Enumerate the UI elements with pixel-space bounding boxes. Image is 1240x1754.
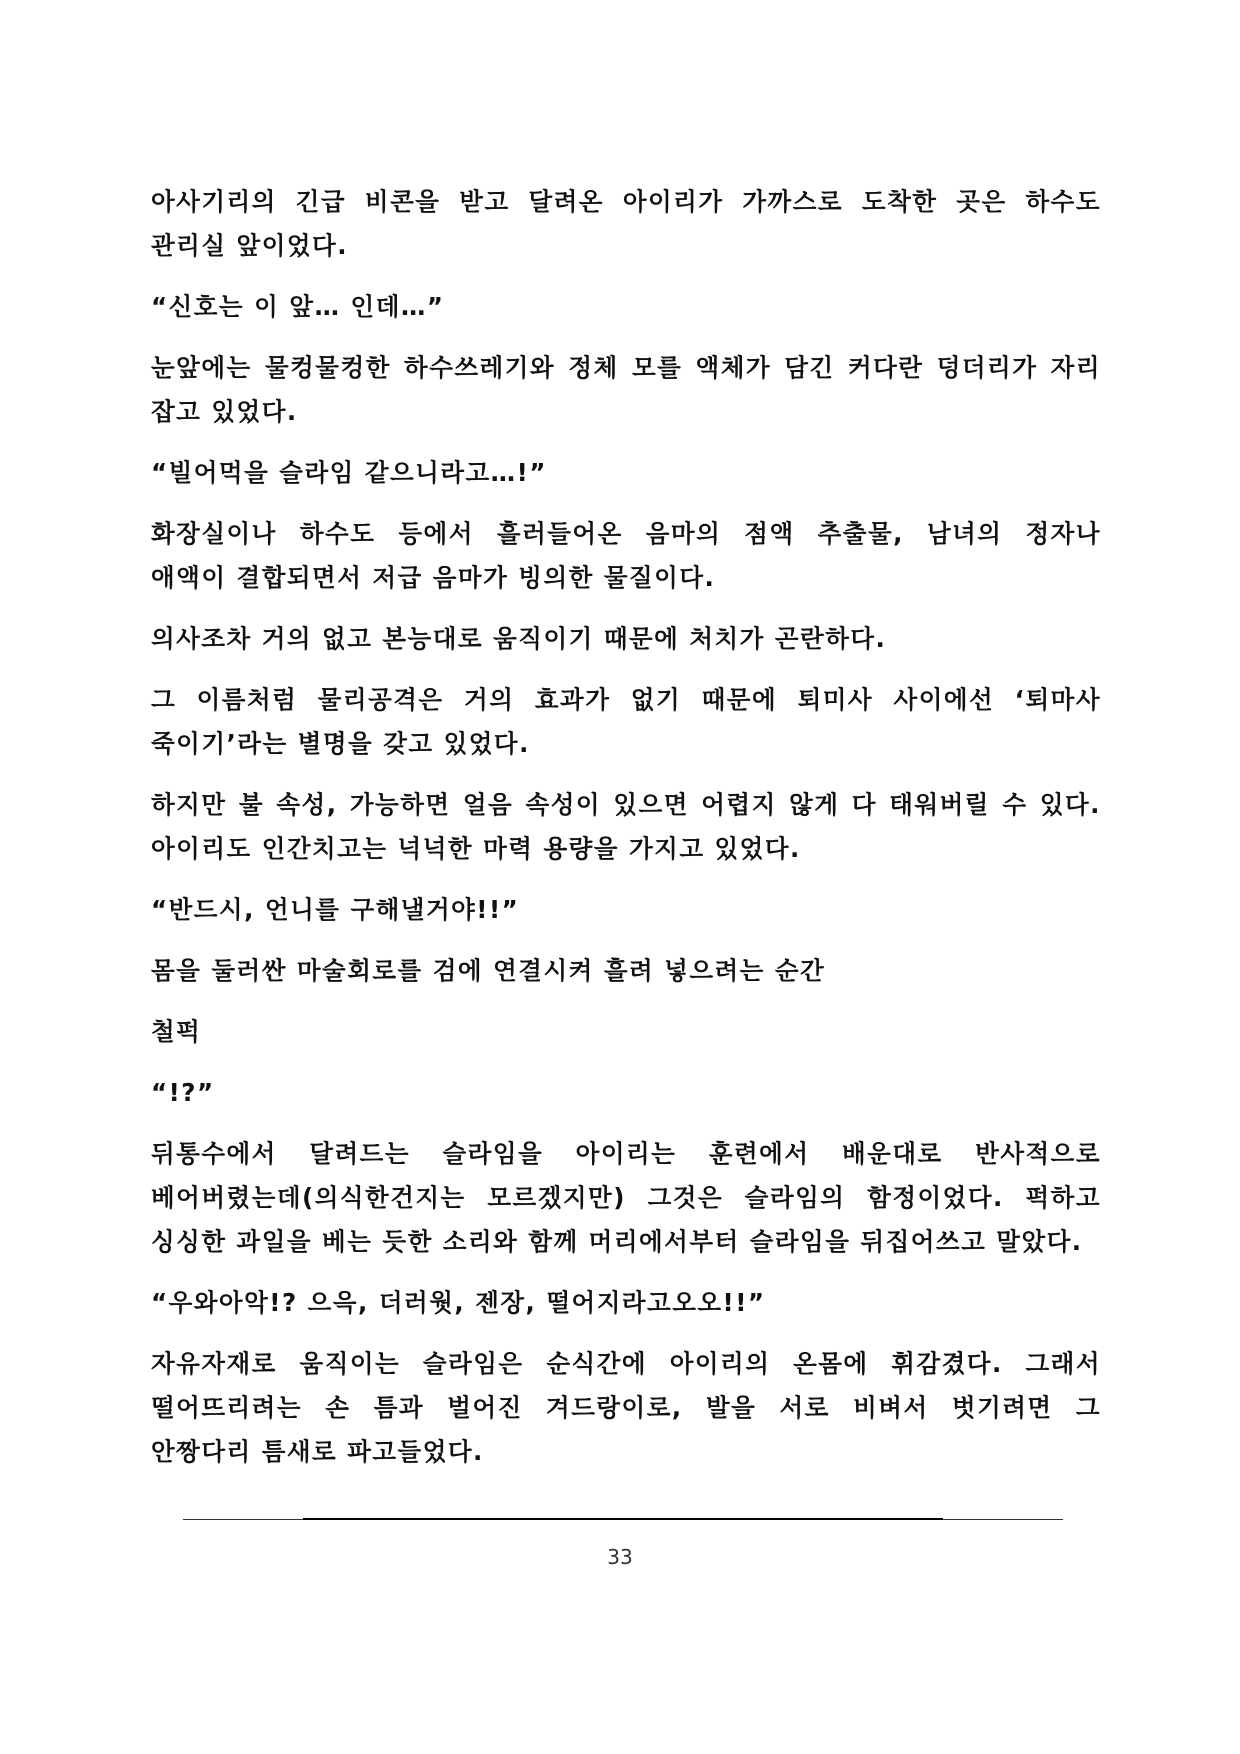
paragraph-line: “반드시, 언니를 구해낼거야!!” — [151, 895, 520, 924]
paragraph-line: 철퍽 — [151, 1017, 202, 1046]
paragraph — [151, 888, 1101, 932]
paragraph-line: 아이리도 인간치고는 넉넉한 마력 용량을 가지고 있었다. — [151, 834, 801, 863]
paragraph — [151, 1281, 1101, 1325]
paragraph-line: 싱싱한 과일을 베는 듯한 소리와 함께 머리에서부터 슬라임을 뒤집어쓰고 말았다. — [151, 1227, 1083, 1256]
paragraph-line: 하지만 불 속성, 가능하면 얼음 속성이 있으면 어렵지 않게 다 태워버릴 수 있다. — [151, 790, 1101, 819]
paragraph — [151, 1132, 1101, 1264]
paragraph-line: “신호는 이 앞… 인데…” — [151, 292, 445, 321]
paragraph-line: “빌어먹을 슬라임 같으니라고…!” — [151, 458, 547, 487]
paragraph-line: 눈앞에는 물컹물컹한 하수쓰레기와 정체 모를 액체가 담긴 커다란 덩더리가 자리 — [151, 353, 1101, 382]
paragraph-line: 의사조차 거의 없고 본능대로 움직이기 때문에 처치가 곤란하다. — [151, 624, 887, 653]
paragraph-line: 죽이기’라는 별명을 갖고 있었다. — [151, 729, 530, 758]
paragraph-line: 자유자재로 움직이는 슬라임은 순식간에 아이리의 온몸에 휘감겼다. 그래서 — [151, 1349, 1101, 1378]
paragraph — [151, 783, 1101, 871]
paragraph-line: 애액이 결합되면서 저급 음마가 빙의한 물질이다. — [151, 563, 716, 592]
paragraph — [151, 678, 1101, 766]
paragraph-line: 베어버렸는데(의식한건지는 모르겠지만) 그것은 슬라임의 함정이었다. 퍽하고 — [151, 1183, 1101, 1212]
paragraph-line: 안짱다리 틈새로 파고들었다. — [151, 1437, 484, 1466]
paragraph — [151, 180, 1101, 268]
paragraph — [151, 451, 1101, 495]
paragraph — [151, 346, 1101, 434]
paragraph — [151, 1010, 1101, 1054]
paragraph-line: 뒤통수에서 달려드는 슬라임을 아이리는 훈련에서 배운대로 반사적으로 — [151, 1139, 1101, 1168]
paragraph-line: 떨어뜨리려는 손 틈과 벌어진 겨드랑이로, 발을 서로 비벼서 벗기려면 그 — [151, 1393, 1101, 1422]
paragraph — [151, 1071, 1101, 1115]
paragraph-line: 그 이름처럼 물리공격은 거의 효과가 없기 때문에 퇴미사 사이에선 ‘퇴마사 — [151, 685, 1101, 714]
paragraph-line: “우와아악!? 으윽, 더러웟, 젠장, 떨어지라고오오!!” — [151, 1288, 766, 1317]
page-number: 33 — [607, 1545, 633, 1569]
paragraph-line: 관리실 앞이었다. — [151, 231, 349, 260]
paragraph — [151, 1342, 1101, 1474]
paragraph — [151, 949, 1101, 993]
footer-divider-accent — [303, 1518, 943, 1520]
paragraph — [151, 285, 1101, 329]
paragraph-line: 몸을 둘러싼 마술회로를 검에 연결시켜 흘려 넣으려는 순간 — [151, 956, 826, 985]
paragraph-line: 화장실이나 하수도 등에서 흘러들어온 음마의 점액 추출물, 남녀의 정자나 — [151, 519, 1101, 548]
paragraph-line: “!?” — [151, 1078, 215, 1107]
paragraph — [151, 617, 1101, 661]
page-body — [151, 180, 1101, 1491]
paragraph — [151, 512, 1101, 600]
paragraph-line: 잡고 있었다. — [151, 397, 298, 426]
paragraph-line: 아사기리의 긴급 비콘을 받고 달려온 아이리가 가까스로 도착한 곳은 하수도 — [151, 187, 1101, 216]
